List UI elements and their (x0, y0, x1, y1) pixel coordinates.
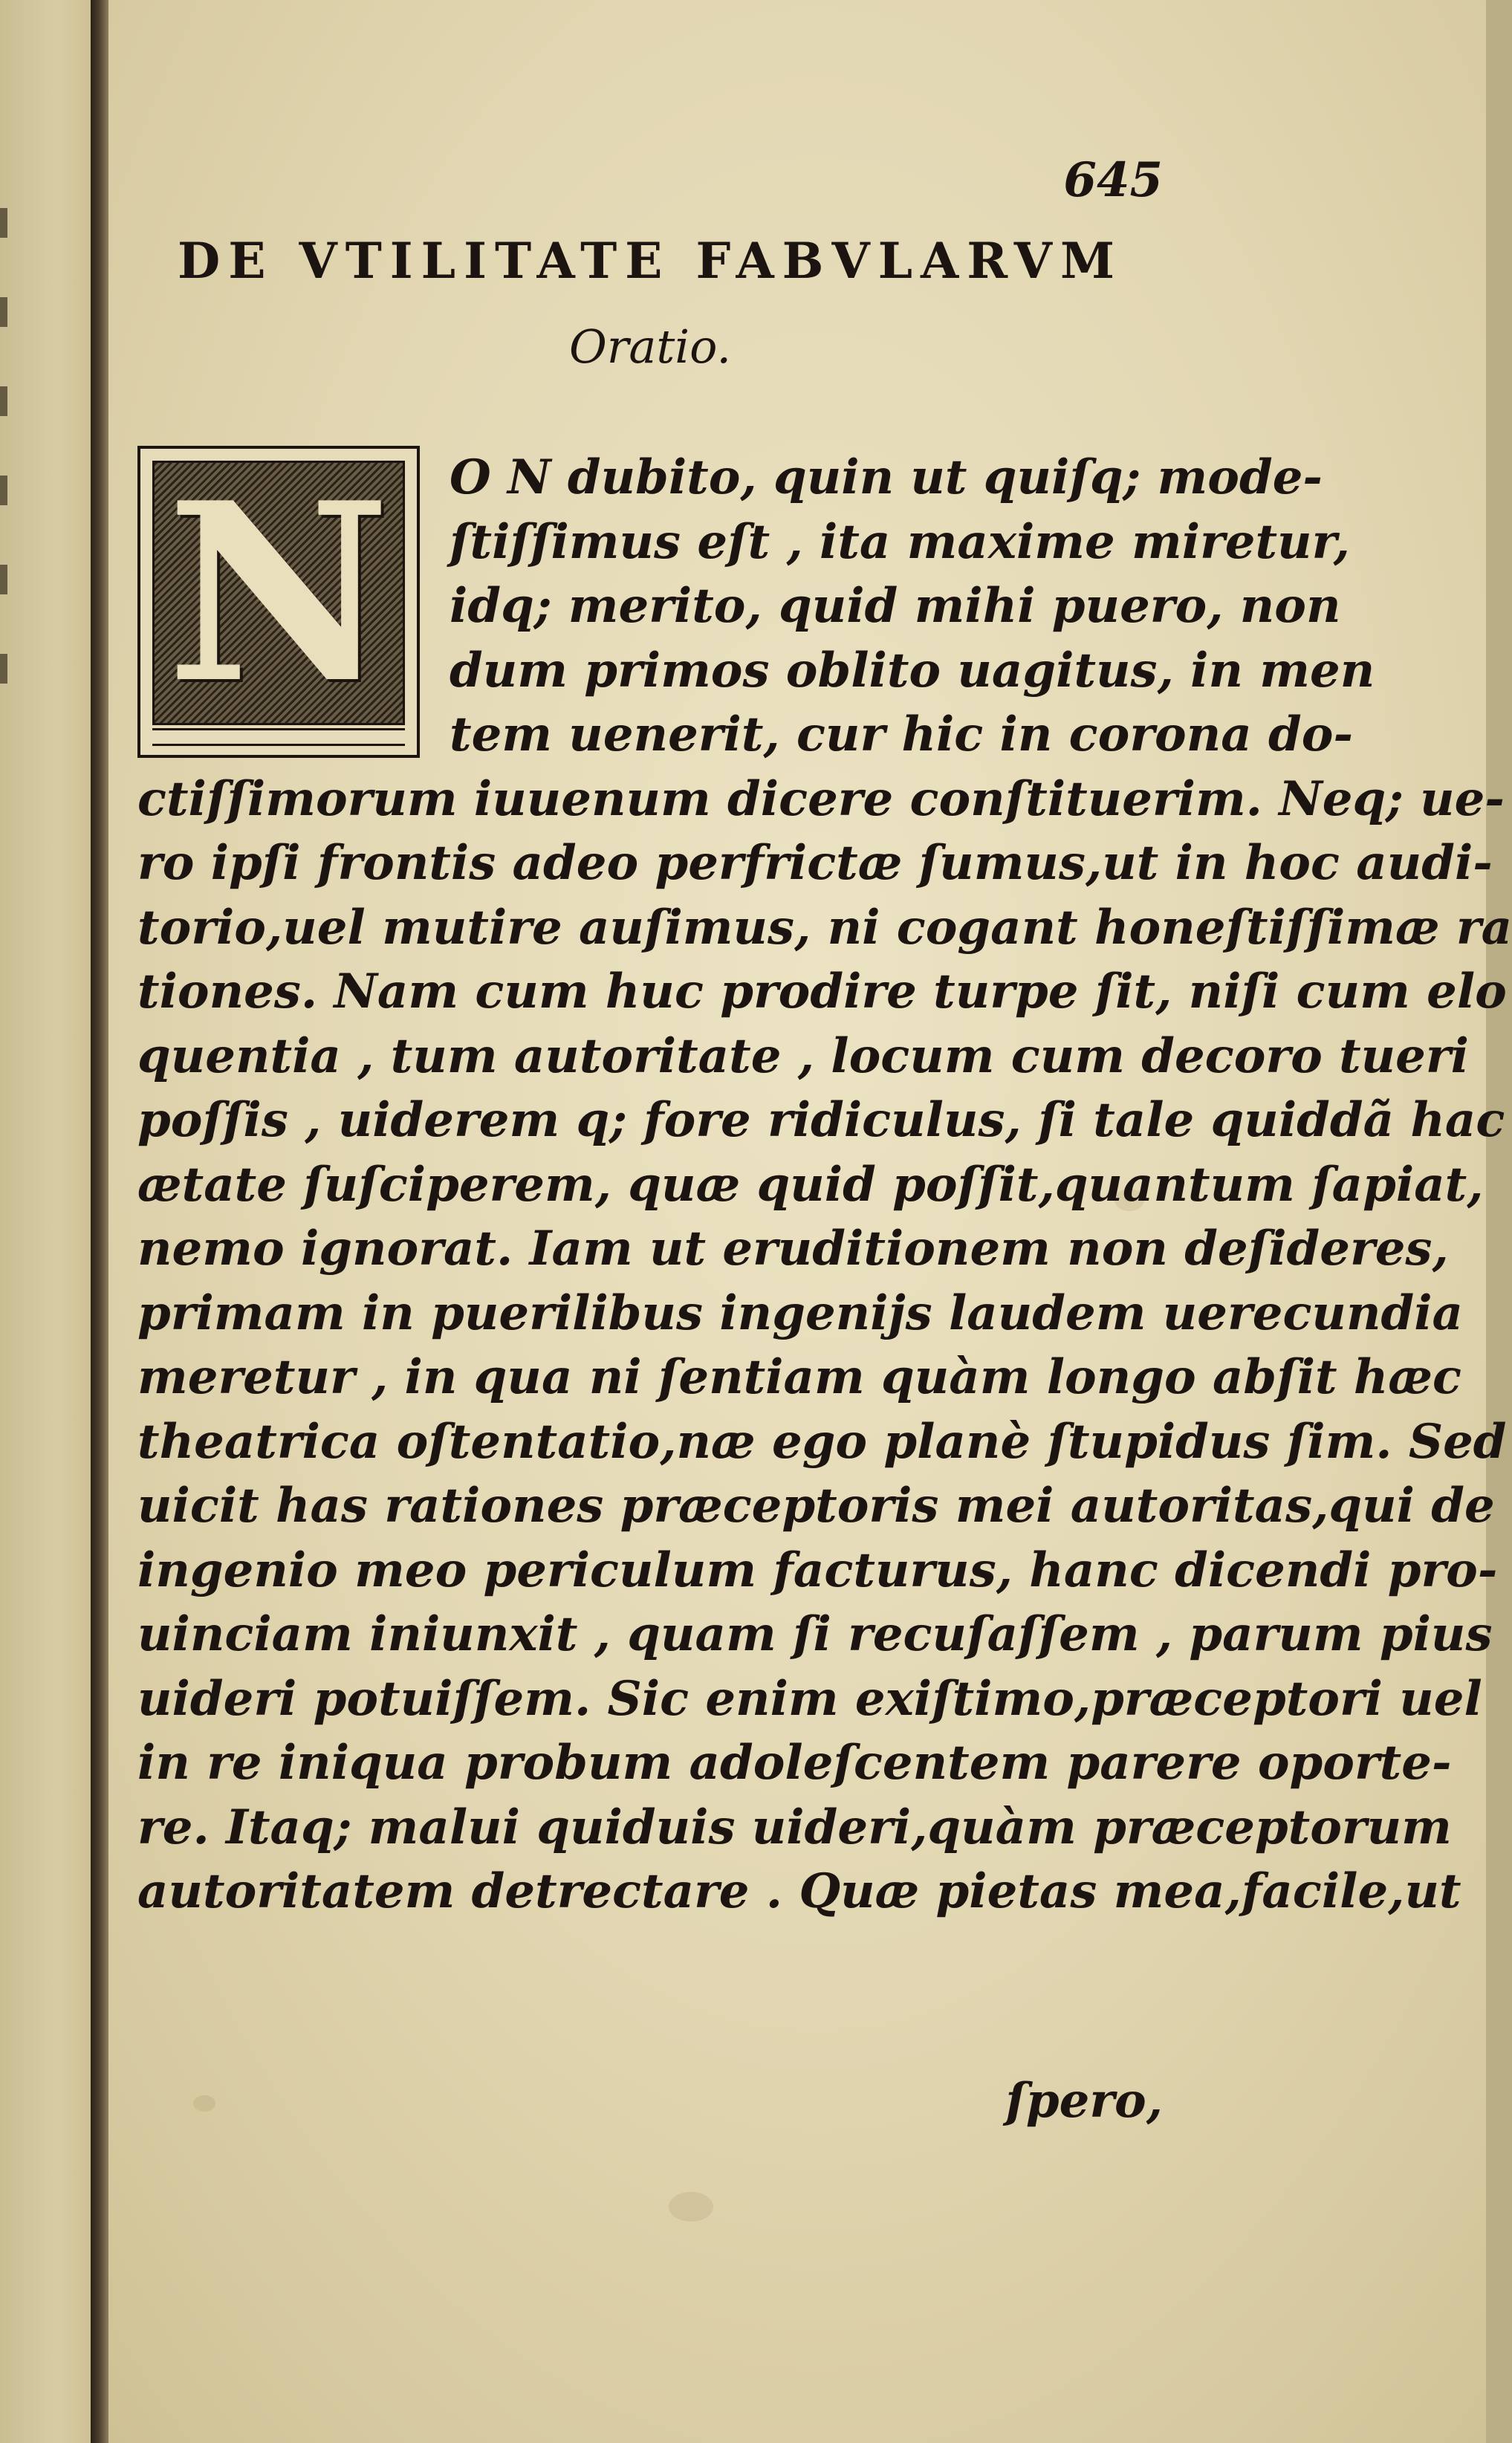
text-line: uideri potuiſſem. Sic enim exiſtimo,præceptori uel (137, 1670, 1482, 1727)
previous-page-edge (0, 208, 7, 684)
text-line: O N dubito, quin ut quiſq; mode- (450, 450, 1323, 505)
text-line: theatrica oſtentatio,næ ego planè ſtupidus ſim. Sed (137, 1413, 1507, 1470)
text-line: uicit has rationes præceptoris mei autoritas,qui de (137, 1478, 1495, 1534)
catchword: ſpero, (1005, 2073, 1163, 2129)
text-line: ætate ſuſciperem, quæ quid poſſit,quantum ſapiat, (137, 1156, 1484, 1213)
text-line: ro ipſi frontis adeo perfrictæ ſumus,ut in hoc audi- (137, 835, 1493, 891)
text-line: tem uenerit, cur hic in corona do- (450, 707, 1353, 762)
paper-stain (193, 2095, 215, 2112)
text-line: dum primos oblito uagitus, in men (450, 642, 1375, 698)
text-line: torio,uel mutire auſimus, ni cogant honeſtiſſimæ ra (137, 899, 1512, 956)
text-line: poſſis , uiderem q; fore ridiculus, ſi tale quiddã hac (137, 1092, 1505, 1148)
text-line: quentia , tum autoritate , locum cum decoro tueri (137, 1028, 1469, 1084)
page-number: 645 (1063, 152, 1163, 208)
text-line: meretur , in qua ni ſentiam quàm longo abſit hæc (137, 1349, 1461, 1405)
text-line: ingenio meo periculum facturus, hanc dicendi pro- (137, 1542, 1498, 1598)
book-gutter (91, 0, 108, 2443)
previous-page-margin (0, 0, 95, 2443)
page-subtitle: Oratio. (568, 319, 732, 374)
text-line: autoritatem detrectare . Quæ pietas mea,facile,ut (137, 1863, 1461, 1919)
initial-letter: N (166, 449, 391, 737)
text-line: ctiſſimorum iuuenum dicere conſtituerim. Neq; ue- (137, 770, 1505, 827)
text-line: primam in puerilibus ingenijs laudem uerecundia (137, 1285, 1463, 1341)
text-line: ſtiſſimus eſt , ita maxime miretur, (450, 513, 1350, 570)
text-line: re. Itaq; malui quiduis uideri,quàm præceptorum (137, 1799, 1452, 1855)
text-line: tiones. Nam cum huc prodire turpe ſit, niſi cum elo (137, 964, 1507, 1019)
text-line: nemo ignorat. Iam ut eruditionem non deſideres, (137, 1221, 1449, 1276)
text-line: in re iniqua probum adoleſcentem parere oporte- (137, 1735, 1452, 1791)
text-line: uinciam iniunxit , quam ſi recuſaſſem , parum pius (137, 1606, 1493, 1662)
page-title: DE VTILITATE FABVLARVM (177, 232, 1123, 290)
text-line: idq; merito, quid mihi puero, non (450, 578, 1341, 634)
body-text (137, 446, 1512, 1924)
paper-stain (669, 2192, 713, 2222)
